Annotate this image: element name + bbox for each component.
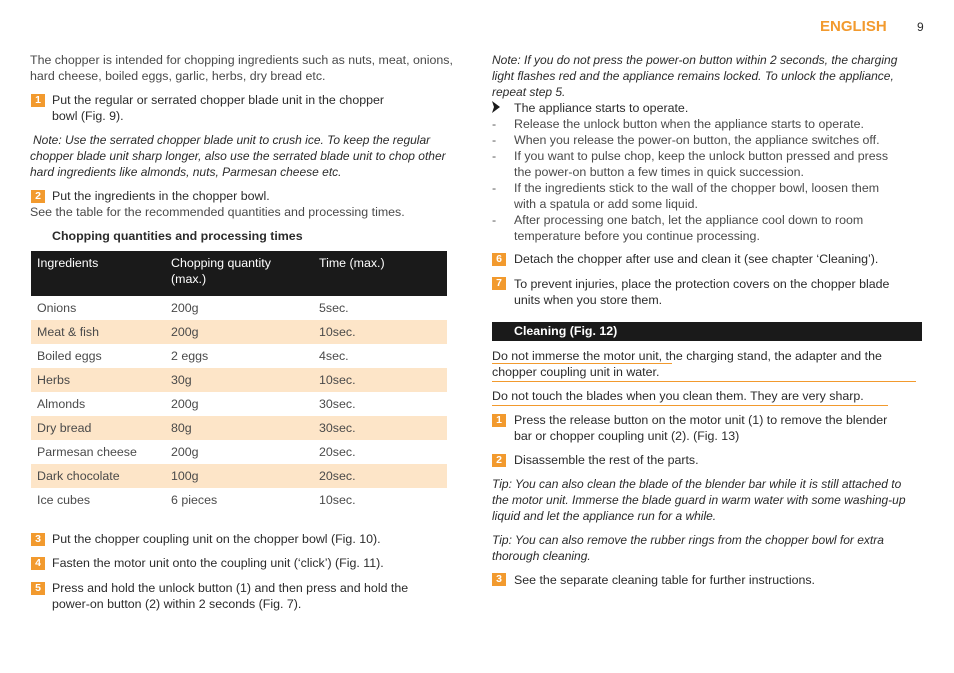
step-6-number: 6 [492, 253, 506, 266]
step-6-text: Detach the chopper after use and clean it (see chapter ‘Cleaning’). [514, 252, 879, 266]
step-2-number: 2 [31, 190, 45, 203]
tip-2-line-1: Tip: You can also remove the rubber rings from the chopper bowl for extra [492, 533, 884, 547]
bullet-5-line-2: temperature before you continue processing. [514, 229, 760, 243]
cell-time: 10sec. [313, 368, 447, 392]
cell-ingredient: Parmesan cheese [31, 440, 165, 464]
note-power-line-3: repeat step 5. [492, 85, 566, 99]
table-row [31, 296, 447, 320]
cleaning-step-3-text: See the separate cleaning table for further instructions. [514, 573, 815, 587]
cell-quantity: 80g [165, 416, 313, 440]
cleaning-heading-text: Cleaning (Fig. 12) [514, 324, 618, 338]
bullet-3-line-1: If you want to pulse chop, keep the unlock button pressed and press [514, 149, 889, 163]
header-time: Time (max.) [313, 251, 447, 296]
result-arrow-icon [492, 101, 500, 113]
language-heading: ENGLISH [820, 18, 887, 35]
step-5-number: 5 [31, 582, 45, 595]
cell-ingredient: Almonds [31, 392, 165, 416]
table-row [31, 344, 447, 368]
cell-ingredient: Boiled eggs [31, 344, 165, 368]
cell-time: 10sec. [313, 320, 447, 344]
step-5-line-1: Press and hold the unlock button (1) and then press and hold the [52, 581, 409, 595]
table-title: Chopping quantities and processing times [52, 229, 303, 243]
step-1-line-1: Put the regular or serrated chopper blade unit in the chopper [52, 93, 385, 107]
cell-time: 10sec. [313, 488, 447, 512]
see-table-text: See the table for the recommended quantities and processing times. [30, 205, 405, 219]
warning-blades: Do not touch the blades when you clean them. They are very sharp. [492, 388, 888, 406]
cell-time: 30sec. [313, 416, 447, 440]
cell-ingredient: Ice cubes [31, 488, 165, 512]
result-text: The appliance starts to operate. [514, 101, 689, 115]
cleaning-step-2-number: 2 [492, 454, 506, 467]
tip-1-line-1: Tip: You can also clean the blade of the blender bar while it is still attached to [492, 477, 902, 491]
header-quantity: Chopping quantity (max.) [165, 251, 313, 296]
note-serrated-line-2: chopper blade unit sharp longer, also use the serrated blade unit to chop other [30, 149, 446, 163]
step-4-text: Fasten the motor unit onto the coupling unit (‘click’) (Fig. 11). [52, 556, 384, 570]
cleaning-section-heading [492, 322, 922, 341]
cell-time: 20sec. [313, 464, 447, 488]
bullet-1: Release the unlock button when the appliance starts to operate. [514, 117, 864, 131]
cell-time: 5sec. [313, 296, 447, 320]
dash-bullet: - [492, 149, 497, 163]
table-row [31, 320, 447, 344]
cell-quantity: 200g [165, 392, 313, 416]
table-row [31, 392, 447, 416]
cell-time: 30sec. [313, 392, 447, 416]
cell-quantity: 200g [165, 296, 313, 320]
table-row [31, 488, 447, 512]
note-serrated-line-1: Note: Use the serrated chopper blade unit to crush ice. To keep the regular [33, 133, 431, 147]
table-row [31, 368, 447, 392]
warning-immerse-line-1: Do not immerse the motor unit, the charging stand, the adapter and the [492, 349, 882, 363]
bullet-3-line-2: the power-on button a few times in quick succession. [514, 165, 804, 179]
dash-bullet: - [492, 133, 497, 147]
cleaning-step-1-line-1: Press the release button on the motor unit (1) to remove the blender [514, 413, 888, 427]
bullet-4-line-1: If the ingredients stick to the wall of the chopper bowl, loosen them [514, 181, 880, 195]
cell-ingredient: Dry bread [31, 416, 165, 440]
cell-time: 4sec. [313, 344, 447, 368]
table-row [31, 464, 447, 488]
cell-quantity: 2 eggs [165, 344, 313, 368]
header-ingredients: Ingredients [31, 251, 165, 296]
cell-ingredient: Onions [31, 296, 165, 320]
dash-bullet: - [492, 213, 497, 227]
step-7-number: 7 [492, 277, 506, 290]
step-7-line-1: To prevent injuries, place the protection covers on the chopper blade [514, 277, 890, 291]
note-power-line-2: light flashes red and the appliance remains locked. To unlock the appliance, [492, 69, 894, 83]
cleaning-step-2-text: Disassemble the rest of the parts. [514, 453, 699, 467]
cell-quantity: 100g [165, 464, 313, 488]
cell-quantity: 6 pieces [165, 488, 313, 512]
dash-bullet: - [492, 181, 497, 195]
chopping-table [31, 251, 447, 512]
tip-1-line-2: the motor unit. Immerse the blade guard in warm water with some washing-up [492, 493, 906, 507]
cell-ingredient: Dark chocolate [31, 464, 165, 488]
cleaning-step-1-line-2: bar or chopper coupling unit (2). (Fig. 13) [514, 429, 740, 443]
cell-quantity: 30g [165, 368, 313, 392]
bullet-4-line-2: with a spatula or add some liquid. [514, 197, 698, 211]
table-header-row [31, 251, 447, 296]
page-number: 9 [917, 20, 924, 34]
note-serrated-line-3: hard ingredients like almonds, nuts, Parmesan cheese etc. [30, 165, 342, 179]
step-3-text: Put the chopper coupling unit on the chopper bowl (Fig. 10). [52, 532, 381, 546]
intro-paragraph: The chopper is intended for chopping ingredients such as nuts, meat, onions, hard cheese, boiled eggs, garlic, herbs, dry bread etc. [30, 53, 453, 83]
bullet-2: When you release the power-on button, the appliance switches off. [514, 133, 880, 147]
table-row [31, 416, 447, 440]
warning-immerse [492, 348, 916, 382]
warning-immerse-line-2: chopper coupling unit in water. [492, 363, 672, 380]
cleaning-step-1-number: 1 [492, 414, 506, 427]
step-1-line-2: bowl (Fig. 9). [52, 109, 124, 123]
step-7-line-2: units when you store them. [514, 293, 663, 307]
table-row [31, 440, 447, 464]
step-4-number: 4 [31, 557, 45, 570]
cell-quantity: 200g [165, 440, 313, 464]
step-3-number: 3 [31, 533, 45, 546]
note-power-line-1: Note: If you do not press the power-on button within 2 seconds, the charging [492, 53, 898, 67]
tip-2-line-2: thorough cleaning. [492, 549, 591, 563]
cell-ingredient: Meat & fish [31, 320, 165, 344]
step-1-number: 1 [31, 94, 45, 107]
cell-ingredient: Herbs [31, 368, 165, 392]
cell-time: 20sec. [313, 440, 447, 464]
step-2-text: Put the ingredients in the chopper bowl. [52, 189, 270, 203]
bullet-5-line-1: After processing one batch, let the appliance cool down to room [514, 213, 864, 227]
cell-quantity: 200g [165, 320, 313, 344]
dash-bullet: - [492, 117, 497, 131]
cleaning-step-3-number: 3 [492, 573, 506, 586]
tip-1-line-3: liquid and let the appliance run for a while. [492, 509, 717, 523]
step-5-line-2: power-on button (2) within 2 seconds (Fig. 7). [52, 597, 302, 611]
